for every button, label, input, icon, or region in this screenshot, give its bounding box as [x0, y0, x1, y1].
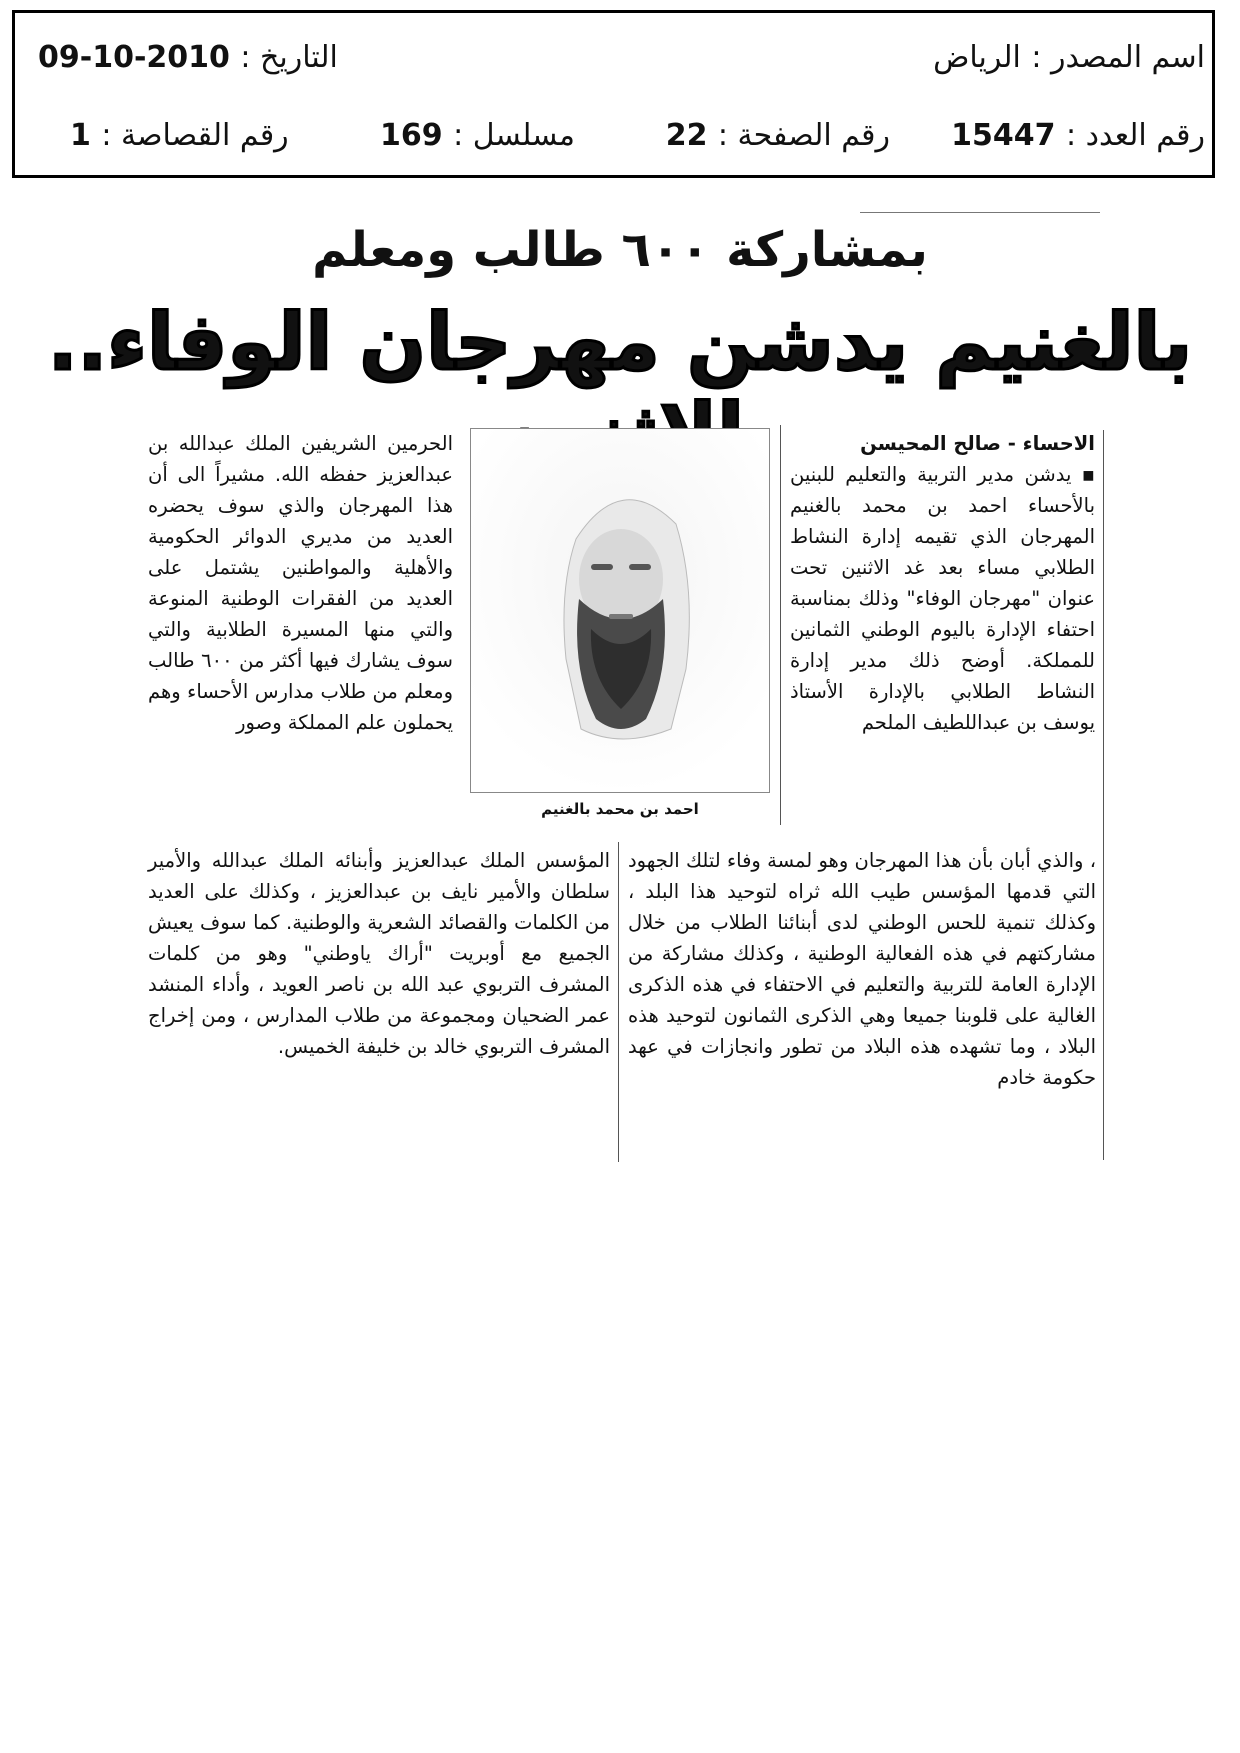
- column-rule-edge: [1103, 430, 1104, 1160]
- page-value: 22: [665, 118, 708, 153]
- column-rule-right: [780, 425, 781, 825]
- serial-field: [380, 118, 575, 153]
- article-col-right: [790, 428, 1095, 738]
- portrait-image: [471, 429, 770, 793]
- issue-value: 15447: [951, 118, 1056, 153]
- page-field: [666, 118, 890, 153]
- clip-value: 1: [70, 118, 91, 153]
- date-value: 2010-10-09: [38, 40, 230, 75]
- source-field: [933, 40, 1205, 75]
- source-label: اسم المصدر :: [1031, 40, 1205, 75]
- source-value: الرياض: [933, 40, 1021, 75]
- article-col-left-top: الحرمين الشريفين الملك عبدالله بن عبدالعزيز حفظه الله. مشيراً الى أن هذا المهرجان والذي سوف يحضره العديد من مديري الدوائر الحكومية والأهلية والمواطنين يشتمل على العديد من الفقرات الوطنية المنوعة والتي منها المسيرة الطلابية والتي سوف يشارك فيها أكثر من ٦٠٠ طالب ومعلم من طلاب مدارس الأحساء وهم يحملون علم المملكة وصور: [148, 432, 453, 734]
- portrait-photo: [470, 428, 770, 793]
- article-col-bottom-left: المؤسس الملك عبدالعزيز وأبنائه الملك عبدالله والأمير سلطان والأمير نايف بن عبدالعزيز ، وكذلك على العديد من الكلمات والقصائد الشعرية والوطنية. كما سوف يعيش الجميع مع أوبريت "أراك ياوطني" وهو من كلمات المشرف التربوي عبد الله بن ناصر العويد ، وأداء المنشد عمر الضحيان ومجموعة من طلاب المدارس ، ومن إخراج المشرف التربوي خالد بن خليفة الخميس.: [148, 849, 610, 1058]
- clip-field: [70, 118, 289, 153]
- date-label: التاريخ :: [240, 40, 338, 75]
- serial-label: مسلسل :: [453, 118, 575, 153]
- top-rule: [860, 212, 1100, 213]
- issue-label: رقم العدد :: [1065, 118, 1205, 153]
- article-byline: الاحساء - صالح المحيسن: [860, 432, 1095, 455]
- date-field: [38, 40, 338, 75]
- article-headline: بالغنيم يدشن مهرجان الوفاء..: [47, 298, 1193, 388]
- photo-caption: احمد بن محمد بالغنيم: [541, 800, 699, 818]
- issue-field: [951, 118, 1205, 153]
- clip-label: رقم القصاصة :: [101, 118, 289, 153]
- article-kicker: بمشاركة ٦٠٠ طالب ومعلم: [312, 222, 928, 278]
- col-right-text: ▪ يدشن مدير التربية والتعليم للبنين بالأحساء احمد بن محمد بالغنيم المهرجان الذي تقيمه إدارة النشاط الطلابي مساء بعد غد الاثنين تحت عنوان "مهرجان الوفاء" وذلك بمناسبة احتفاء الإدارة باليوم الوطني الثمانين للمملكة. أوضح ذلك مدير إدارة النشاط الطلابي بالإدارة الأستاذ يوسف بن عبداللطيف الملحم: [790, 463, 1095, 734]
- article-col-bottom-right: ، والذي أبان بأن هذا المهرجان وهو لمسة وفاء لتلك الجهود التي قدمها المؤسس طيب الله ثراه لتوحيد هذا البلد ، وكذلك تنمية للحس الوطني لدى أبنائنا الطلاب من خلال مشاركتهم في هذه الفعالية الوطنية ، وكذلك مشاركة من الإدارة العامة للتربية والتعليم في الاحتفاء في هذه الذكرى الغالية على قلوبنا جميعا وهي الذكرى الثمانون لتوحيد هذه البلاد ، وما تشهده هذه البلاد من تطور وانجازات في عهد حكومة خادم: [628, 849, 1096, 1089]
- serial-value: 169: [380, 118, 443, 153]
- page-label: رقم الصفحة :: [717, 118, 890, 153]
- column-rule-middle: [618, 842, 619, 1162]
